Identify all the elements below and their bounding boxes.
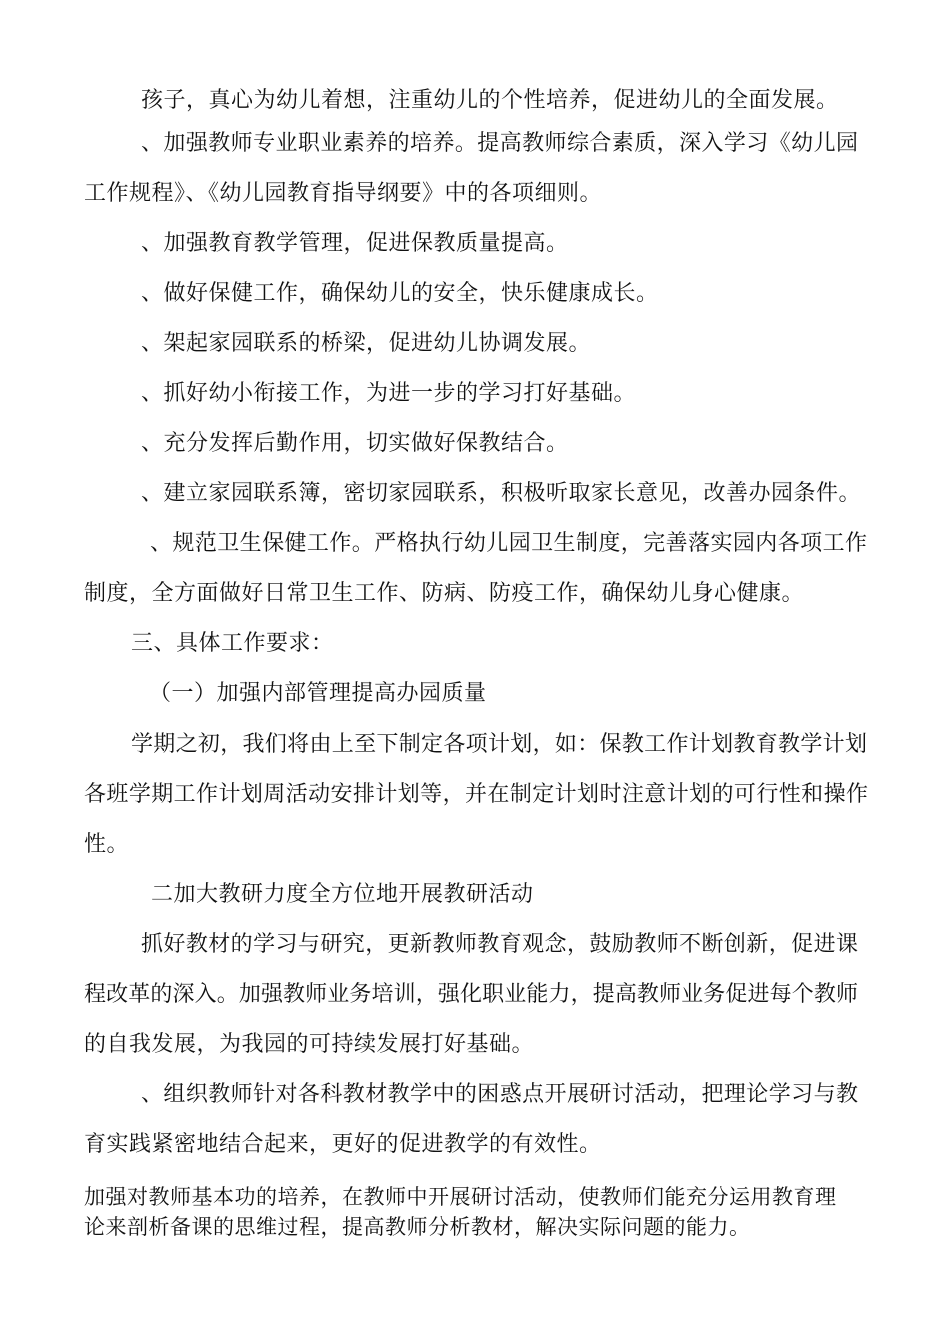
text-line: 加强对教师基本功的培养，在教师中开展研讨活动，使教师们能充分运用教育理 [84, 1185, 837, 1209]
text-line: 、组织教师针对各科教材教学中的困惑点开展研讨活动，把理论学习与教 [141, 1082, 858, 1107]
text-line: 、加强教师专业职业素养的培养。提高教师综合素质，深入学习《幼儿园 [141, 131, 858, 156]
subsection-heading: 二加大教研力度全方位地开展教研活动 [151, 882, 534, 907]
text-line: 、规范卫生保健工作。严格执行幼儿园卫生制度，完善落实园内各项工作 [150, 531, 867, 556]
text-line: 育实践紧密地结合起来，更好的促进教学的有效性。 [84, 1132, 602, 1157]
text-line: 的自我发展，为我园的可持续发展打好基础。 [84, 1032, 535, 1057]
text-line: 各班学期工作计划周活动安排计划等，并在制定计划时注意计划的可行性和操作 [84, 782, 868, 807]
text-line: 学期之初，我们将由上至下制定各项计划，如：保教工作计划教育教学计划 [131, 732, 867, 757]
text-line: 、充分发挥后勤作用，切实做好保教结合。 [141, 431, 569, 456]
text-line: 抓好教材的学习与研究，更新教师教育观念，鼓励教师不断创新，促进课 [141, 932, 858, 957]
text-line: 、架起家园联系的桥梁，促进幼儿协调发展。 [141, 331, 592, 356]
section-heading: 三、具体工作要求： [131, 631, 334, 656]
text-line: 、建立家园联系簿，密切家园联系，积极听取家长意见，改善办园条件。 [141, 481, 862, 506]
text-line: 性。 [84, 832, 130, 857]
subsection-heading: （一）加强内部管理提高办园质量 [149, 681, 487, 706]
text-line: 、加强教育教学管理，促进保教质量提高。 [141, 231, 569, 256]
text-line: 孩子，真心为幼儿着想，注重幼儿的个性培养，促进幼儿的全面发展。 [141, 88, 839, 113]
text-line: 程改革的深入。加强教师业务培训，强化职业能力，提高教师业务促进每个教师 [84, 982, 858, 1007]
text-line: 工作规程》、《幼儿园教育指导纲要》中的各项细则。 [84, 181, 603, 206]
text-line: 、抓好幼小衔接工作，为进一步的学习打好基础。 [141, 381, 637, 406]
text-line: 、做好保健工作，确保幼儿的安全，快乐健康成长。 [141, 281, 659, 306]
text-line: 制度，全方面做好日常卫生工作、防病、防疫工作，确保幼儿身心健康。 [84, 581, 805, 606]
text-line: 论来剖析备课的思维过程，提高教师分析教材，解决实际问题的能力。 [84, 1215, 751, 1239]
